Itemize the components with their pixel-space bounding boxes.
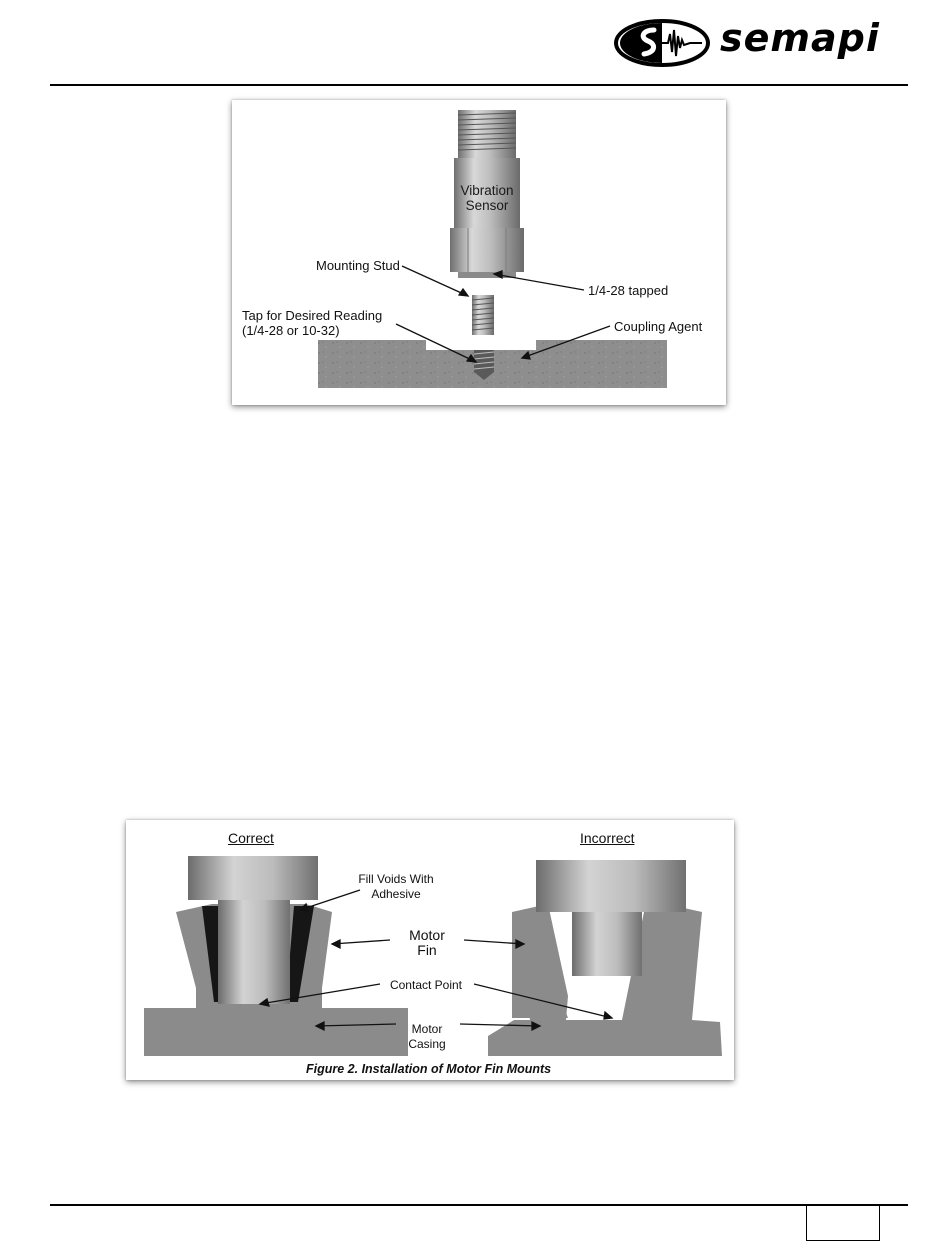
mounting-stud-label: Mounting Stud <box>316 258 400 273</box>
correct-heading: Correct <box>228 830 274 846</box>
fill-voids-label: Fill Voids With Adhesive <box>358 872 434 901</box>
sensor-mounting-figure <box>232 100 726 405</box>
semapi-logo <box>612 14 880 74</box>
coupling-agent-label: Coupling Agent <box>614 319 703 334</box>
motor-casing-label: Motor Casing <box>408 1022 446 1051</box>
brand-name: semapi <box>720 16 880 60</box>
motor-fin-label: Motor Fin <box>409 927 445 958</box>
contact-point-label: Contact Point <box>389 978 463 992</box>
incorrect-heading: Incorrect <box>580 830 635 846</box>
footer-rule <box>50 1204 908 1206</box>
motor-fin-mounts-figure <box>126 820 734 1080</box>
tapped-label: 1/4-28 tapped <box>588 283 669 298</box>
logo-emblem-icon <box>612 14 716 74</box>
figure-caption: Figure 2. Installation of Motor Fin Mounts <box>306 1062 552 1076</box>
header-rule <box>50 84 908 86</box>
page-number-box <box>806 1206 880 1241</box>
tap-reading-label: Tap for Desired Reading (1/4-28 or 10-32) <box>242 308 383 338</box>
sensor-mounting-illustration <box>232 100 726 405</box>
vibration-sensor-label: Vibration Sensor <box>460 183 514 213</box>
